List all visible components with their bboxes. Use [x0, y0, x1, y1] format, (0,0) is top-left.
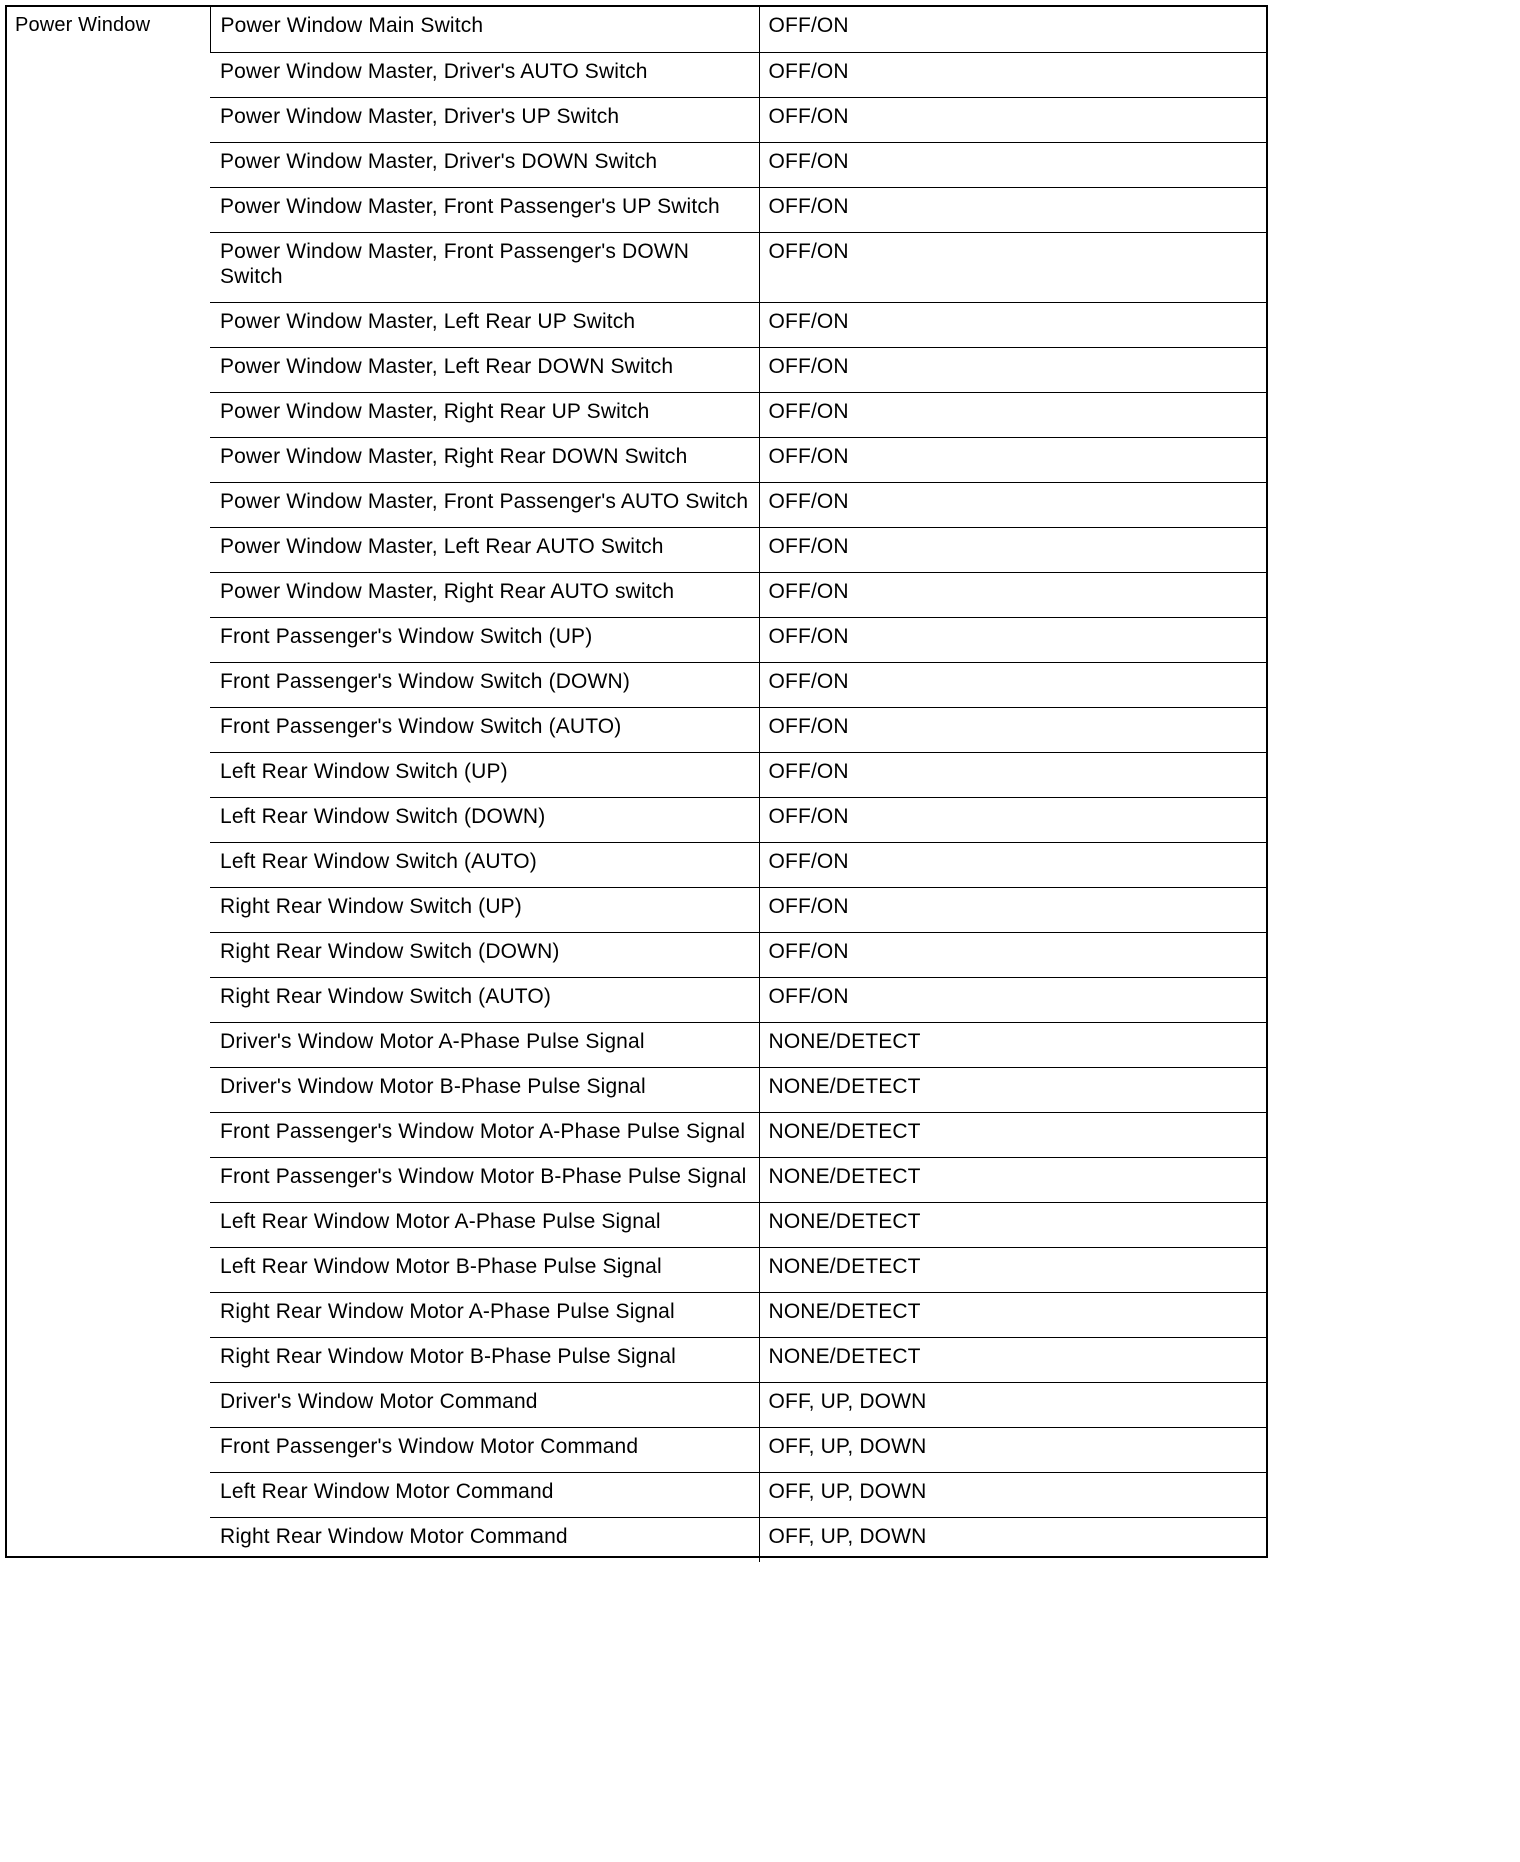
item-cell: Right Rear Window Motor A-Phase Pulse Signal [210, 1292, 759, 1337]
item-cell: Power Window Master, Right Rear AUTO switch [210, 572, 759, 617]
item-cell: Power Window Main Switch [210, 7, 759, 52]
value-cell: OFF, UP, DOWN [759, 1517, 1266, 1562]
value-cell: OFF/ON [759, 842, 1266, 887]
item-cell: Front Passenger's Window Switch (AUTO) [210, 707, 759, 752]
value-cell: OFF/ON [759, 52, 1266, 97]
item-cell: Power Window Master, Front Passenger's DOWN Switch [210, 232, 759, 302]
item-cell: Front Passenger's Window Motor B-Phase Pulse Signal [210, 1157, 759, 1202]
value-cell: NONE/DETECT [759, 1022, 1266, 1067]
category-cell: Power Window [15, 14, 151, 36]
item-cell: Right Rear Window Switch (UP) [210, 887, 759, 932]
value-cell: OFF, UP, DOWN [759, 1427, 1266, 1472]
item-cell: Power Window Master, Front Passenger's AUTO Switch [210, 482, 759, 527]
value-cell: NONE/DETECT [759, 1337, 1266, 1382]
value-cell: OFF/ON [759, 302, 1266, 347]
value-cell: OFF/ON [759, 527, 1266, 572]
value-cell: OFF/ON [759, 707, 1266, 752]
value-cell: OFF/ON [759, 437, 1266, 482]
item-cell: Power Window Master, Driver's DOWN Switch [210, 142, 759, 187]
item-cell: Power Window Master, Left Rear DOWN Switch [210, 347, 759, 392]
value-cell: NONE/DETECT [759, 1292, 1266, 1337]
item-cell: Left Rear Window Switch (AUTO) [210, 842, 759, 887]
item-cell: Right Rear Window Motor B-Phase Pulse Signal [210, 1337, 759, 1382]
value-cell: NONE/DETECT [759, 1247, 1266, 1292]
value-cell: OFF/ON [759, 797, 1266, 842]
item-cell: Driver's Window Motor A-Phase Pulse Signal [210, 1022, 759, 1067]
item-cell: Power Window Master, Front Passenger's UP Switch [210, 187, 759, 232]
table-row [7, 7, 1266, 52]
item-cell: Front Passenger's Window Switch (DOWN) [210, 662, 759, 707]
table-body [7, 7, 1266, 1562]
data-list-table-frame [5, 5, 1268, 1558]
value-cell: OFF/ON [759, 752, 1266, 797]
item-cell: Left Rear Window Motor B-Phase Pulse Signal [210, 1247, 759, 1292]
item-cell: Power Window Master, Right Rear UP Switch [210, 392, 759, 437]
value-cell: NONE/DETECT [759, 1157, 1266, 1202]
value-cell: OFF/ON [759, 887, 1266, 932]
item-cell: Right Rear Window Switch (DOWN) [210, 932, 759, 977]
value-cell: OFF/ON [759, 142, 1266, 187]
value-cell: OFF/ON [759, 662, 1266, 707]
data-list-table [7, 7, 1266, 1562]
item-cell: Right Rear Window Switch (AUTO) [210, 977, 759, 1022]
item-cell: Left Rear Window Motor A-Phase Pulse Signal [210, 1202, 759, 1247]
item-cell: Left Rear Window Switch (DOWN) [210, 797, 759, 842]
item-cell: Power Window Master, Right Rear DOWN Switch [210, 437, 759, 482]
item-cell: Driver's Window Motor B-Phase Pulse Signal [210, 1067, 759, 1112]
value-cell: OFF/ON [759, 392, 1266, 437]
item-cell: Left Rear Window Switch (UP) [210, 752, 759, 797]
item-cell: Left Rear Window Motor Command [210, 1472, 759, 1517]
value-cell: NONE/DETECT [759, 1067, 1266, 1112]
item-cell: Front Passenger's Window Motor A-Phase Pulse Signal [210, 1112, 759, 1157]
value-cell: OFF/ON [759, 932, 1266, 977]
value-cell: OFF, UP, DOWN [759, 1472, 1266, 1517]
value-cell: OFF/ON [759, 482, 1266, 527]
item-cell: Power Window Master, Driver's UP Switch [210, 97, 759, 142]
value-cell: OFF, UP, DOWN [759, 1382, 1266, 1427]
item-cell: Power Window Master, Left Rear UP Switch [210, 302, 759, 347]
value-cell: OFF/ON [759, 617, 1266, 662]
value-cell: OFF/ON [759, 187, 1266, 232]
item-cell: Front Passenger's Window Motor Command [210, 1427, 759, 1472]
item-cell: Right Rear Window Motor Command [210, 1517, 759, 1562]
value-cell: OFF/ON [759, 572, 1266, 617]
item-cell: Driver's Window Motor Command [210, 1382, 759, 1427]
value-cell: OFF/ON [759, 97, 1266, 142]
value-cell: OFF/ON [759, 232, 1266, 302]
item-cell: Power Window Master, Left Rear AUTO Switch [210, 527, 759, 572]
value-cell: OFF/ON [759, 347, 1266, 392]
value-cell: OFF/ON [759, 7, 1266, 52]
item-cell: Power Window Master, Driver's AUTO Switch [210, 52, 759, 97]
value-cell: NONE/DETECT [759, 1112, 1266, 1157]
value-cell: NONE/DETECT [759, 1202, 1266, 1247]
item-cell: Front Passenger's Window Switch (UP) [210, 617, 759, 662]
value-cell: OFF/ON [759, 977, 1266, 1022]
